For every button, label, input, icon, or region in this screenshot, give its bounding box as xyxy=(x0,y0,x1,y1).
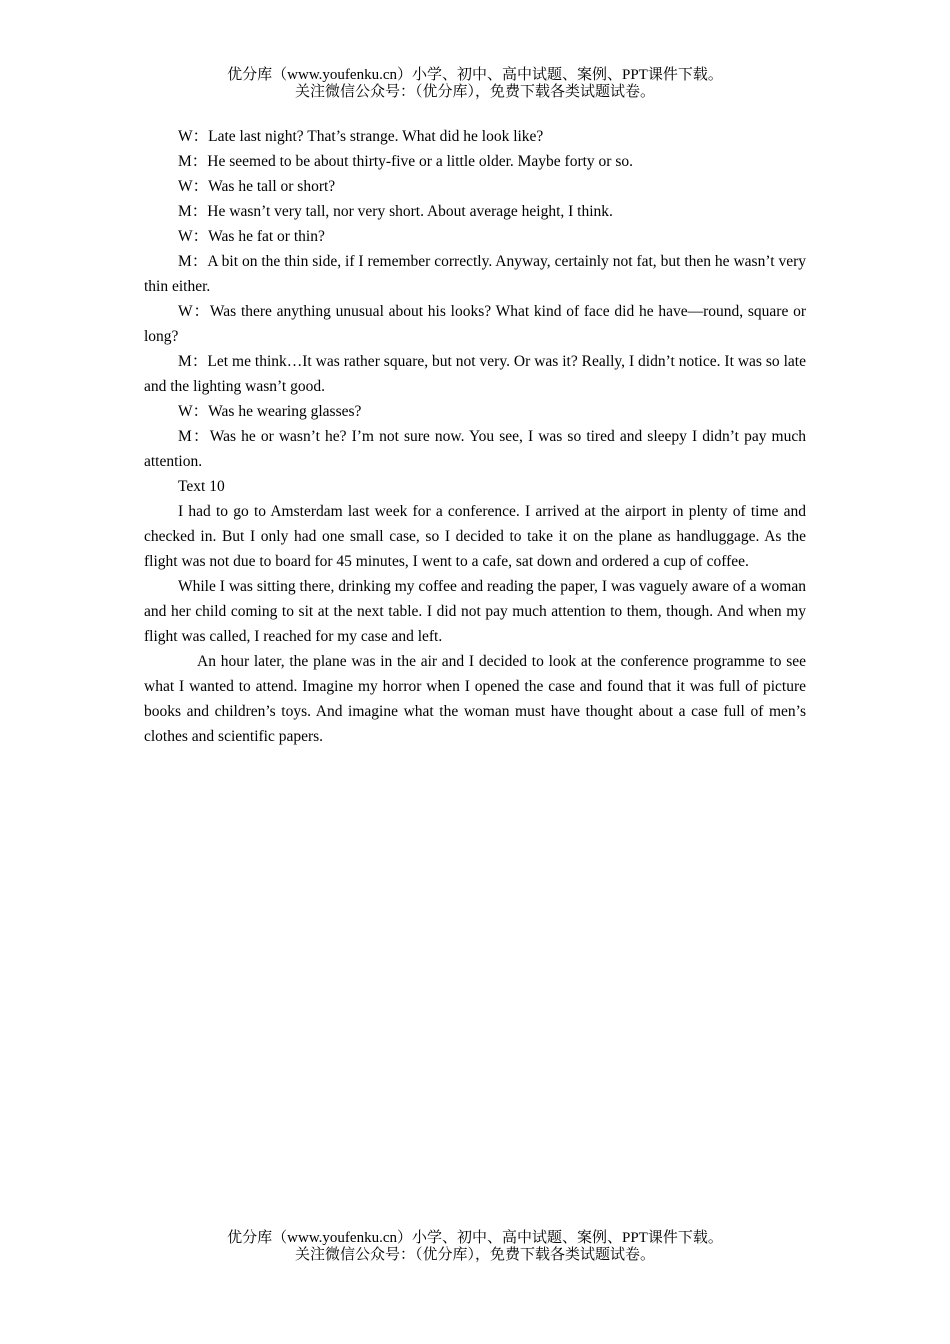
dialogue-line xyxy=(144,224,806,249)
dialogue-text: He seemed to be about thirty-five or a little older. Maybe forty or so. xyxy=(207,153,633,170)
speaker-label: M： xyxy=(178,203,208,220)
paragraph: While I was sitting there, drinking my coffee and reading the paper, I was vaguely aware of a woman and her child coming to sit at the next table. I did not pay much attention to them, though. And when my flight was called, I reached for my case and left. xyxy=(144,578,806,645)
dialogue-text: Was he or wasn’t he? I’m not sure now. You see, I was so tired and sleepy I didn’t pay much attention. xyxy=(144,428,806,470)
dialogue-text: Let me think…It was rather square, but not very. Or was it? Really, I didn’t notice. It was so late and the lighting wasn’t good. xyxy=(144,353,806,395)
dialogue-line xyxy=(144,349,806,399)
document-body xyxy=(144,124,806,749)
dialogue-text: Was he fat or thin? xyxy=(208,228,325,245)
dialogue-line xyxy=(144,174,806,199)
dialogue-line xyxy=(144,299,806,349)
page-footer xyxy=(0,1230,950,1264)
header-line-2: 关注微信公众号：（优分库），免费下载各类试题试卷。 xyxy=(294,84,655,100)
dialogue-text: Late last night? That’s strange. What did he look like? xyxy=(208,128,544,145)
dialogue-text: He wasn’t very tall, nor very short. About average height, I think. xyxy=(207,203,613,220)
speaker-label: W： xyxy=(178,128,209,145)
dialogue-line xyxy=(144,124,806,149)
section-heading: Text 10 xyxy=(178,478,225,495)
speaker-label: M： xyxy=(178,353,208,370)
dialogue-line xyxy=(144,399,806,424)
paragraph: I had to go to Amsterdam last week for a conference. I arrived at the airport in plenty of time and checked in. But I only had one small case, so I decided to take it on the plane as handluggage. As the flight was not due to board for 45 minutes, I went to a cafe, sat down and ordered a cup of coffee. xyxy=(144,503,806,570)
dialogue-line xyxy=(144,199,806,224)
dialogue-text: A bit on the thin side, if I remember correctly. Anyway, certainly not fat, but then he wasn’t very thin either. xyxy=(144,253,806,295)
dialogue-line xyxy=(144,424,806,474)
speaker-label: M： xyxy=(178,153,208,170)
dialogue-line xyxy=(144,149,806,174)
dialogue-text: Was he tall or short? xyxy=(208,178,336,195)
speaker-label: M： xyxy=(178,253,208,270)
speaker-label: W： xyxy=(178,303,210,320)
header-line-1: 优分库（www.youfenku.cn）小学、初中、高中试题、案例、PPT课件下载。 xyxy=(227,67,723,83)
dialogue-line xyxy=(144,249,806,299)
dialogue-text: Was he wearing glasses? xyxy=(208,403,362,420)
footer-line-2: 关注微信公众号：（优分库），免费下载各类试题试卷。 xyxy=(294,1247,655,1263)
page-header xyxy=(0,67,950,101)
speaker-label: W： xyxy=(178,228,209,245)
paragraph: An hour later, the plane was in the air and I decided to look at the conference programme to see what I wanted to attend. Imagine my horror when I opened the case and found that it was full of picture books and children’s toys. And imagine what the woman must have thought about a case full of men’s clothes and scientific papers. xyxy=(144,653,806,745)
footer-line-1: 优分库（www.youfenku.cn）小学、初中、高中试题、案例、PPT课件下载。 xyxy=(227,1230,723,1246)
dialogue-text: Was there anything unusual about his looks? What kind of face did he have—round, square or long? xyxy=(144,303,806,345)
speaker-label: M： xyxy=(178,428,210,445)
speaker-label: W： xyxy=(178,178,209,195)
speaker-label: W： xyxy=(178,403,209,420)
